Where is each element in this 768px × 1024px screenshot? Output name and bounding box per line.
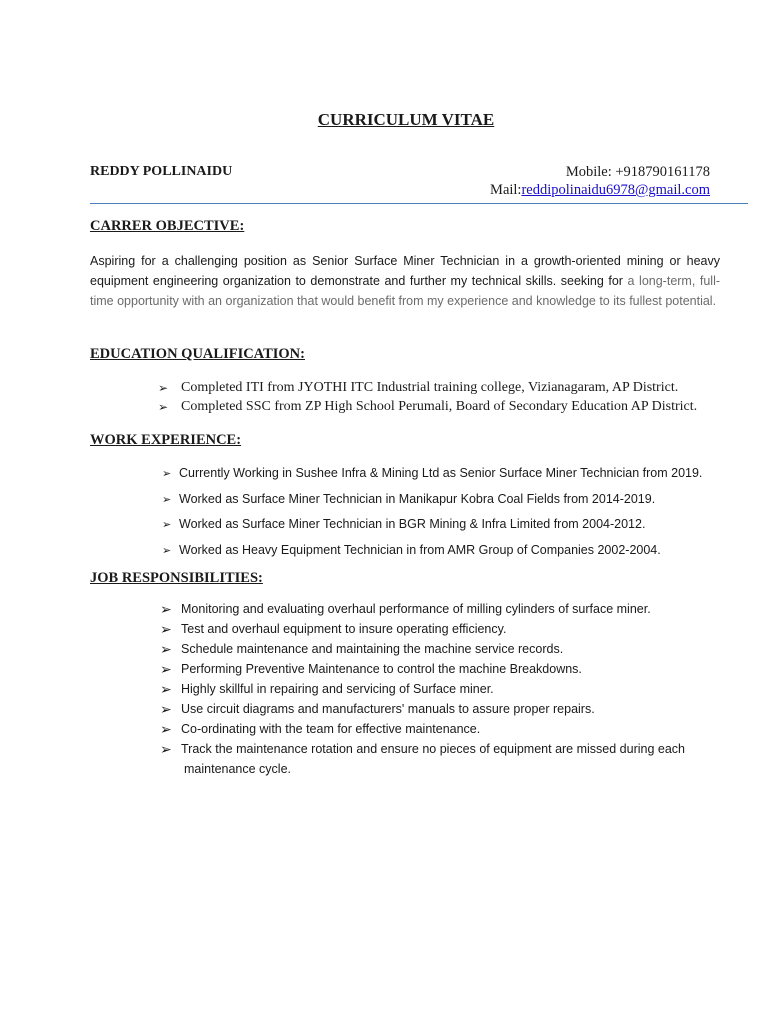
list-item [160, 642, 685, 662]
email-line [490, 182, 710, 199]
arrow-bullet-icon: ➢ [160, 681, 172, 697]
candidate-name: REDDY POLLINAIDU [90, 164, 233, 179]
list-item [160, 702, 685, 722]
responsibility-item: Track the maintenance rotation and ensure no pieces of equipment are missed during each [181, 742, 686, 756]
list-item [162, 466, 702, 492]
list-item [160, 742, 685, 762]
education-item: Completed SSC from ZP High School Perumali, Board of Secondary Education AP District. [181, 399, 698, 414]
list-item [160, 622, 685, 642]
objective-text-main: Aspiring for a challenging position as Senior Surface Miner Technician in a growth-oriented mining or heavy equipment engineering organization to demonstrate and further my technical skills. seeking for [90, 254, 720, 288]
objective-text-muted: a long-term, full-time opportunity with an organization that would benefit from my experience and knowledge to its fullest potential. [90, 274, 721, 308]
work-item: Worked as Surface Miner Technician in BGR Mining & Infra Limited from 2004-2012. [179, 517, 646, 532]
arrow-bullet-icon: ➢ [160, 641, 172, 657]
education-list [158, 380, 697, 418]
arrow-bullet-icon: ➢ [158, 381, 169, 395]
work-list [162, 466, 702, 569]
objective-heading: CARRER OBJECTIVE: [90, 218, 245, 234]
arrow-bullet-icon: ➢ [162, 468, 172, 480]
responsibility-item: Schedule maintenance and maintaining the machine service records. [181, 642, 564, 656]
arrow-bullet-icon: ➢ [162, 519, 172, 532]
arrow-bullet-icon: ➢ [160, 661, 172, 677]
email-link[interactable]: reddipolinaidu6978@gmail.com [521, 182, 710, 198]
arrow-bullet-icon: ➢ [160, 601, 172, 617]
arrow-bullet-icon: ➢ [160, 701, 172, 717]
work-item: Worked as Surface Miner Technician in Manikapur Kobra Coal Fields from 2014-2019. [179, 491, 656, 506]
arrow-bullet-icon: ➢ [162, 493, 172, 506]
list-item [162, 543, 702, 569]
work-heading: WORK EXPERIENCE: [90, 432, 242, 448]
responsibility-item: Use circuit diagrams and manufacturers' manuals to assure proper repairs. [181, 702, 595, 716]
responsibility-continuation: maintenance cycle. [184, 762, 292, 776]
arrow-bullet-icon: ➢ [162, 545, 172, 558]
list-item [160, 722, 685, 742]
list-item [160, 682, 685, 702]
document-title: CURRICULUM VITAE [317, 110, 495, 129]
mail-label: Mail: [490, 182, 522, 198]
objective-paragraph [90, 251, 720, 311]
work-item: Currently Working in Sushee Infra & Mining Ltd as Senior Surface Miner Technician from 2019. [179, 466, 703, 480]
list-item [158, 399, 697, 418]
arrow-bullet-icon: ➢ [160, 621, 172, 637]
responsibility-item: Co-ordinating with the team for effective maintenance. [181, 722, 481, 736]
responsibilities-list [160, 602, 685, 782]
responsibilities-heading: JOB RESPONSIBILITIES: [90, 570, 263, 586]
arrow-bullet-icon: ➢ [160, 721, 172, 737]
list-item [160, 602, 685, 622]
work-item: Worked as Heavy Equipment Technician in from AMR Group of Companies 2002-2004. [179, 543, 661, 558]
responsibility-item: Performing Preventive Maintenance to control the machine Breakdowns. [181, 662, 582, 676]
list-item [160, 662, 685, 682]
responsibility-item: Highly skillful in repairing and servicing of Surface miner. [181, 682, 494, 696]
header-divider [90, 203, 748, 204]
responsibility-item: Test and overhaul equipment to insure operating efficiency. [181, 622, 507, 636]
list-item [162, 517, 702, 543]
responsibility-item: Monitoring and evaluating overhaul performance of milling cylinders of surface miner. [181, 602, 651, 616]
list-item [158, 380, 697, 399]
mobile-number: Mobile: +918790161178 [565, 164, 710, 180]
arrow-bullet-icon: ➢ [158, 400, 169, 414]
education-heading: EDUCATION QUALIFICATION: [90, 346, 305, 362]
list-item-continuation [160, 762, 685, 782]
arrow-bullet-icon: ➢ [160, 741, 172, 757]
education-item: Completed ITI from JYOTHI ITC Industrial training college, Vizianagaram, AP District. [181, 380, 679, 395]
list-item [162, 492, 702, 518]
